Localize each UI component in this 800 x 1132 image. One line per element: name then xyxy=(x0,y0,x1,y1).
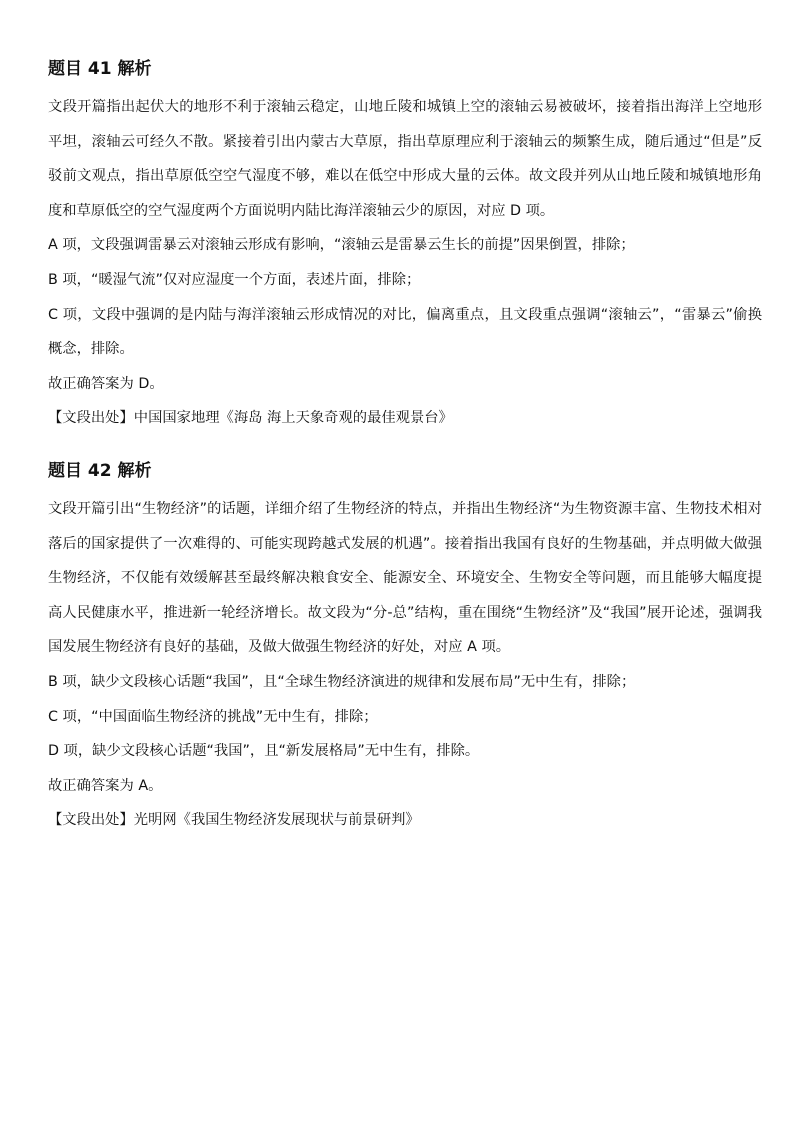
option-c-explanation-42: C 项，“中国面临生物经济的挑战”无中生有，排除； xyxy=(48,708,378,725)
option-a-explanation-41: A 项，文段强调雷暴云对滚轴云形成有影响，“滚轴云是雷暴云生长的前提”因果倒置，排除； xyxy=(48,237,635,254)
answer-line-41: 故正确答案为 D。 xyxy=(48,375,164,392)
source-citation-41: 【文段出处】中国国家地理《海岛 海上天象奇观的最佳观景台》 xyxy=(48,410,453,427)
document-page xyxy=(48,54,762,838)
option-b-explanation-42: B 项，缺少文段核心话题“我国”，且“全球生物经济演进的规律和发展布局”无中生有，排除； xyxy=(48,673,636,690)
section-title-41: 题目 41 解析 xyxy=(48,59,152,79)
option-d-explanation-42: D 项，缺少文段核心话题“我国”，且“新发展格局”无中生有，排除。 xyxy=(48,743,480,760)
option-c-explanation-41: C 项，文段中强调的是内陆与海洋滚轴云形成情况的对比，偏离重点，且文段重点强调“滚轴云”，“雷暴云”偷换概念，排除。 xyxy=(48,306,762,358)
section-divider xyxy=(48,436,762,456)
question-42-section xyxy=(48,456,762,838)
analysis-paragraph-42: 文段开篇引出“生物经济”的话题，详细介绍了生物经济的特点，并指出生物经济“为生物资源丰富、生物技术相对落后的国家提供了一次难得的、可能实现跨越式发展的机遇”。接着指出我国有良好的生物基础，并点明做大做强生物经济，不仅能有效缓解甚至最终解决粮食安全、能源安全、环境安全、生物安全等问题，而且能够大幅度提高人民健康水平，推进新一轮经济增长。故文段为“分-总”结构，重在围绕“生物经济”及“我国”展开论述，强调我国发展生物经济有良好的基础，及做大做强生物经济的好处，对应 A 项。 xyxy=(48,500,762,656)
source-citation-42: 【文段出处】光明网《我国生物经济发展现状与前景研判》 xyxy=(48,812,420,829)
option-b-explanation-41: B 项，“暖湿气流”仅对应湿度一个方面，表述片面，排除； xyxy=(48,271,421,288)
question-41-section xyxy=(48,54,762,436)
analysis-paragraph-41: 文段开篇指出起伏大的地形不利于滚轴云稳定，山地丘陵和城镇上空的滚轴云易被破坏，接着指出海洋上空地形平坦，滚轴云可经久不散。紧接着引出内蒙古大草原，指出草原理应利于滚轴云的频繁生成，随后通过“但是”反驳前文观点，指出草原低空空气湿度不够，难以在低空中形成大量的云体。故文段并列从山地丘陵和城镇地形角度和草原低空的空气湿度两个方面说明内陆比海洋滚轴云少的原因，对应 D 项。 xyxy=(48,99,762,219)
section-title-42: 题目 42 解析 xyxy=(48,460,152,481)
answer-line-42: 故正确答案为 A。 xyxy=(48,777,163,794)
